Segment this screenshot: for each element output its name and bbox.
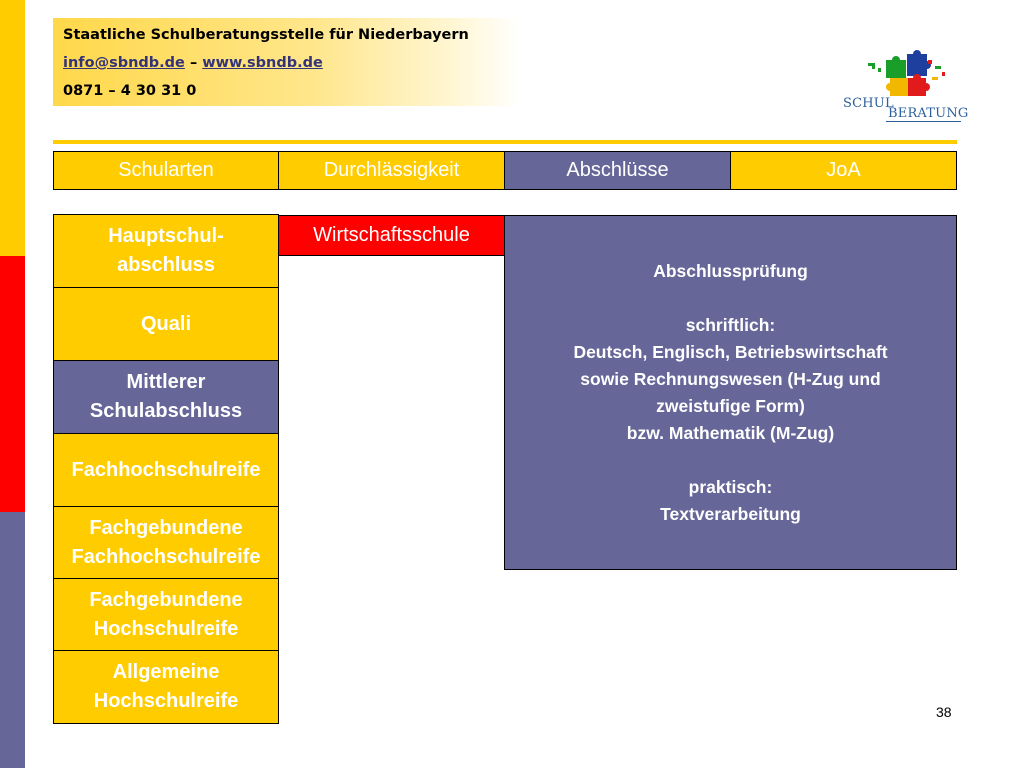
degree-quali[interactable] bbox=[53, 287, 279, 361]
puzzle-logo-icon bbox=[838, 48, 964, 98]
tab-durchlaessigkeit[interactable]: Durchlässigkeit bbox=[278, 151, 505, 190]
side-bar-red bbox=[0, 256, 25, 512]
degree-fachgebundene-fachhochschulreife[interactable] bbox=[53, 506, 279, 580]
degree-label: Fachgebundene Fachhochschulreife bbox=[71, 517, 261, 568]
degree-hauptschulabschluss[interactable] bbox=[53, 214, 279, 288]
org-name: Staatliche Schulberatungsstelle für Niederbayern bbox=[63, 27, 469, 43]
degree-mittlerer-schulabschluss[interactable] bbox=[53, 360, 279, 434]
header-divider bbox=[53, 140, 957, 144]
school-tab-wirtschaftsschule[interactable]: Wirtschaftsschule bbox=[278, 215, 505, 256]
degree-label: Fachhochschulreife bbox=[71, 458, 261, 481]
degree-fachhochschulreife[interactable] bbox=[53, 433, 279, 507]
tab-abschluesse[interactable]: Abschlüsse bbox=[504, 151, 731, 190]
degree-label: Mittlerer Schulabschluss bbox=[89, 371, 243, 422]
phone-number: 0871 – 4 30 31 0 bbox=[63, 83, 197, 99]
side-bar-blue bbox=[0, 512, 25, 768]
exam-info-panel bbox=[504, 215, 957, 570]
side-bar-yellow bbox=[0, 0, 25, 256]
degree-label: Hauptschul- abschluss bbox=[108, 225, 224, 276]
contact-separator: – bbox=[189, 55, 198, 71]
logo-underline bbox=[886, 121, 961, 122]
tab-schularten[interactable]: Schularten bbox=[53, 151, 279, 190]
degree-label: Allgemeine Hochschulreife bbox=[93, 661, 239, 712]
degree-label: Quali bbox=[140, 312, 191, 335]
degree-allgemeine-hochschulreife[interactable] bbox=[53, 650, 279, 724]
degree-fachgebundene-hochschulreife[interactable] bbox=[53, 578, 279, 652]
website-link[interactable]: www.sbndb.de bbox=[202, 55, 323, 71]
degree-label: Fachgebundene Hochschulreife bbox=[89, 589, 243, 640]
exam-info-text: Abschlussprüfung schriftlich: Deutsch, Englisch, Betriebswirtschaft sowie Rechnungswesen (H-Zug und zweistufige Form) bzw. Mathematik (M-Zug) praktisch: Textverarbeitung bbox=[573, 260, 888, 524]
page-number: 38 bbox=[936, 704, 952, 720]
header-contact-box bbox=[53, 18, 521, 106]
schulberatung-logo bbox=[838, 48, 969, 126]
contact-links bbox=[63, 55, 323, 71]
logo-text-beratung: BERATUNG bbox=[888, 106, 969, 121]
logo-text-schul: SCHUL bbox=[843, 96, 894, 111]
email-link[interactable]: info@sbndb.de bbox=[63, 55, 185, 71]
tab-joa[interactable]: JoA bbox=[730, 151, 957, 190]
